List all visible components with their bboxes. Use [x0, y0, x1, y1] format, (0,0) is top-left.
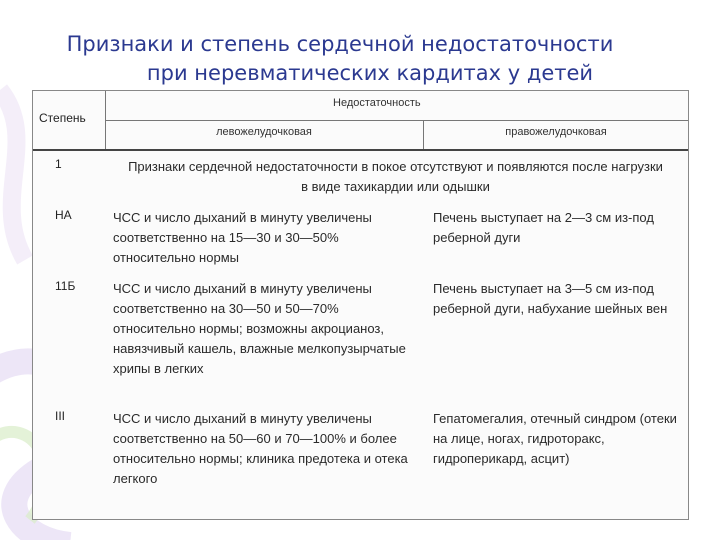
row-degree: III: [55, 409, 66, 423]
heart-failure-table: [32, 90, 689, 520]
row-degree: НА: [55, 208, 72, 222]
slide-title-line-1: Признаки и степень сердечной недостаточности: [66, 32, 614, 56]
row-left-ventricular: ЧСС и число дыханий в минуту увеличены соответственно на 50—60 и 70—100% и более относительно нормы; клиника предотека и отека легкого: [113, 411, 408, 486]
row-degree: 11Б: [55, 279, 76, 293]
row-degree: 1: [55, 157, 62, 171]
row-right-ventricular: Гепатомегалия, отечный синдром (отеки на лице, ногах, гидроторакс, гидроперикард, асцит): [433, 411, 677, 466]
row-right-ventricular: Печень выступает на 3—5 см из-под реберной дуги, набухание шейных вен: [433, 281, 668, 316]
slide-title-line-2: при неревматических кардитах у детей: [146, 61, 594, 85]
header-insufficiency: Недостаточность: [333, 97, 421, 109]
header-right-ventricular: правожелудочковая: [505, 126, 607, 138]
row-right-ventricular: Печень выступает на 2—3 см из-под реберной дуги: [433, 210, 654, 245]
header-degree: Степень: [39, 111, 86, 125]
table-header: [33, 91, 688, 151]
row-left-ventricular: ЧСС и число дыханий в минуту увеличены соответственно на 30—50 и 50—70% относительно нормы; возможны акроцианоз, навязчивый кашель, влажные мелкопузырчатые хрипы в легких: [113, 281, 406, 376]
slide-title: [0, 30, 720, 88]
row-left-ventricular: ЧСС и число дыханий в минуту увеличены соответственно на 15—30 и 30—50% относительно нормы: [113, 210, 372, 265]
header-left-ventricular: левожелудочковая: [216, 126, 312, 138]
row-span-text: Признаки сердечной недостаточности в покое отсутствуют и появляются после нагрузки в виде тахикардии или одышки: [128, 159, 663, 194]
header-divider: [105, 120, 688, 121]
